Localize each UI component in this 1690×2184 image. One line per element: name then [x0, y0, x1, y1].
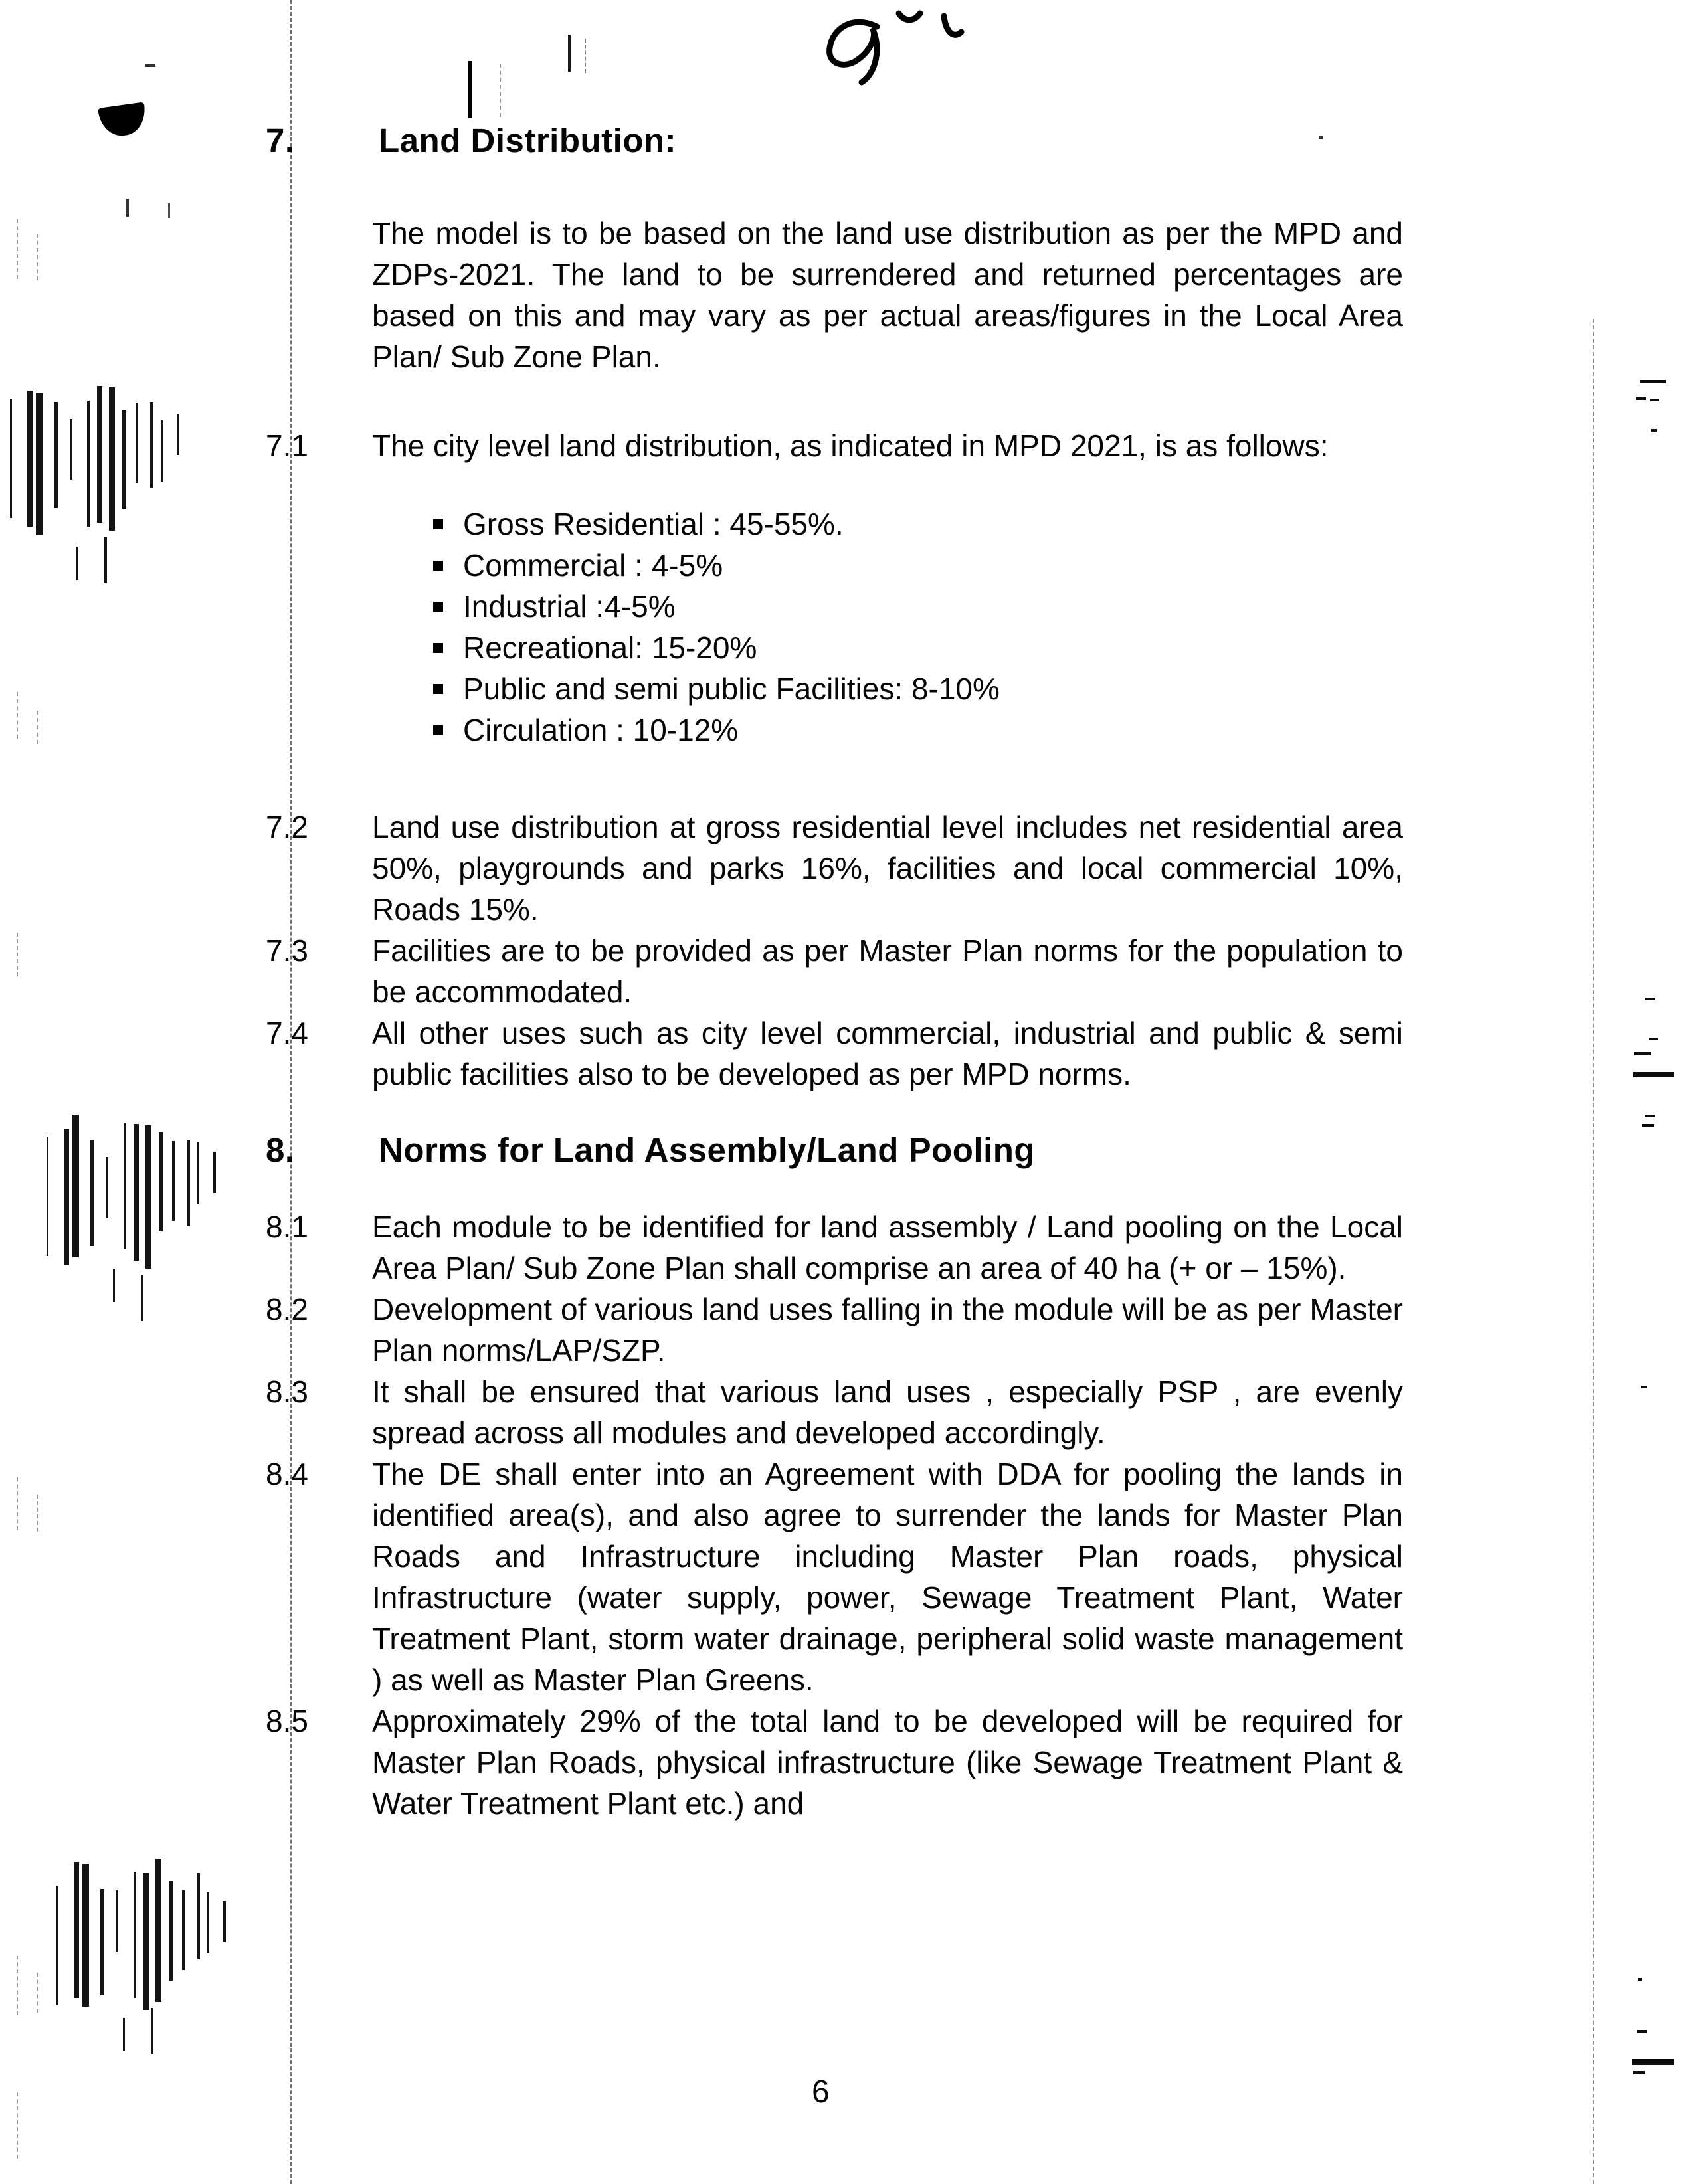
scan-noise-mark	[169, 1881, 173, 1981]
scan-noise-mark	[1632, 2059, 1674, 2065]
list-item-text: Commercial : 4-5%	[463, 548, 723, 583]
section-7-1-text: The city level land distribution, as indicated in MPD 2021, is as follows:	[372, 428, 1329, 463]
list-item	[266, 709, 1403, 751]
section-8-title: Norms for Land Assembly/Land Pooling	[379, 1131, 1036, 1169]
scan-noise-mark	[1649, 1038, 1658, 1040]
scan-noise-mark	[159, 1132, 163, 1231]
scan-noise-mark	[1645, 998, 1655, 1000]
scan-noise-mark	[1636, 397, 1646, 400]
section-8-3	[266, 1371, 1403, 1453]
list-item	[266, 503, 1403, 545]
scan-noise-mark	[109, 387, 115, 531]
scan-noise-mark	[36, 393, 43, 535]
scan-noise-mark	[100, 1889, 104, 1995]
section-7-3-text: Facilities are to be provided as per Master Plan norms for the population to be accommodated.	[372, 933, 1403, 1009]
scan-noise-mark	[74, 1862, 79, 1998]
scan-noise-mark	[97, 386, 102, 523]
fold-line	[17, 1477, 18, 1530]
scan-noise-mark	[10, 399, 12, 518]
scan-noise-mark	[168, 203, 170, 218]
list-item-text: Circulation : 10-12%	[463, 713, 739, 747]
scan-noise-mark	[54, 402, 58, 508]
scan-noise-mark	[1319, 136, 1323, 139]
scan-noise-mark	[1645, 1115, 1655, 1117]
section-7-title: Land Distribution:	[379, 122, 677, 159]
scan-noise-mark	[104, 537, 107, 583]
section-7-4-number: 7.4	[266, 1016, 308, 1050]
scan-noise-mark	[172, 1141, 175, 1221]
section-7-4-text: All other uses such as city level commercial, industrial and public & semi public facilities also to be developed as per MPD norms.	[372, 1016, 1403, 1091]
fold-line	[37, 711, 38, 744]
scan-noise-mark	[143, 1873, 149, 2010]
section-7-heading	[266, 121, 1403, 161]
section-8-4-text: The DE shall enter into an Agreement with DDA for pooling the lands in identified area(s), and also agree to surrender the lands for Master Plan Roads and Infrastructure including Master Plan roads, physical Infrastructure (water supply, power, Sewage Treatment Plant, Water Treatment Plant, storm water drainage, peripheral solid waste management ) as well as Master Plan Greens.	[372, 1457, 1403, 1697]
list-item-text: Gross Residential : 45-55%.	[463, 507, 844, 541]
list-item	[266, 586, 1403, 627]
section-7-1	[266, 425, 1403, 466]
scan-noise-mark	[568, 35, 571, 72]
list-item-text: Public and semi public Facilities: 8-10%	[463, 672, 1000, 706]
scan-noise-mark	[141, 1275, 143, 1321]
scan-noise-mark	[177, 414, 179, 455]
scan-noise-mark	[124, 1123, 126, 1249]
scan-noise-mark	[223, 1901, 226, 1942]
scan-noise-mark	[122, 410, 126, 509]
scan-noise-mark	[70, 419, 72, 480]
scan-noise-mark	[161, 420, 163, 482]
fold-line	[17, 2092, 18, 2159]
list-item	[266, 668, 1403, 709]
list-item-text: Industrial :4-5%	[463, 589, 676, 624]
fold-line	[37, 234, 38, 280]
scan-noise-mark	[1651, 429, 1657, 432]
scan-noise-mark	[1640, 380, 1666, 383]
scan-noise-mark	[1650, 399, 1659, 401]
square-bullet-icon	[433, 725, 443, 735]
scan-noise-mark	[113, 1269, 115, 1302]
scan-noise-mark	[213, 1152, 216, 1193]
scan-noise-mark	[47, 1137, 48, 1256]
fold-line	[17, 219, 18, 279]
section-7-1-number: 7.1	[266, 428, 308, 463]
fold-line	[290, 0, 292, 2184]
scan-noise-mark	[1641, 1386, 1647, 1388]
section-8-2	[266, 1289, 1403, 1371]
fold-line	[37, 1973, 38, 2013]
section-7-2-number: 7.2	[266, 810, 308, 844]
square-bullet-icon	[433, 684, 443, 694]
fold-line	[585, 39, 586, 73]
fold-line	[17, 933, 18, 976]
section-7-number: 7.	[266, 122, 295, 159]
section-8-5-number: 8.5	[266, 1704, 308, 1738]
scan-noise-mark	[187, 1140, 190, 1226]
scan-noise-mark	[182, 1890, 185, 1970]
scan-noise-mark	[207, 1892, 209, 1953]
scan-noise-mark	[134, 1124, 139, 1261]
fold-line	[17, 1956, 18, 2015]
scan-noise-mark	[27, 391, 33, 527]
scan-noise-mark	[1634, 1052, 1651, 1055]
fold-line	[17, 692, 18, 739]
section-7-4	[266, 1012, 1403, 1095]
square-bullet-icon	[433, 643, 443, 653]
section-8-3-number: 8.3	[266, 1374, 308, 1409]
scan-noise-mark	[145, 64, 155, 67]
section-7-2	[266, 806, 1403, 930]
fold-line	[500, 64, 501, 117]
section-7-2-text: Land use distribution at gross residential level includes net residential area 50%, playgrounds and parks 16%, facilities and local commercial 10%, Roads 15%.	[372, 810, 1403, 927]
section-8-2-number: 8.2	[266, 1292, 308, 1326]
scan-noise-mark	[468, 61, 472, 118]
scan-noise-mark	[76, 547, 78, 580]
square-bullet-icon	[433, 561, 443, 571]
scan-noise-mark	[150, 402, 153, 488]
section-7-3	[266, 930, 1403, 1012]
scan-noise-mark	[136, 403, 138, 483]
scan-noise-mark	[90, 1140, 94, 1246]
scan-noise-mark	[1638, 1978, 1642, 1981]
square-bullet-icon	[433, 602, 443, 612]
section-8-1-text: Each module to be identified for land assembly / Land pooling on the Local Area Plan/ Sub Zone Plan shall comprise an area of 40 ha (+ or – 15%).	[372, 1210, 1403, 1285]
scan-noise-mark	[56, 1886, 58, 2005]
section-8-3-text: It shall be ensured that various land uses , especially PSP , are evenly spread across all modules and developed accordingly.	[372, 1374, 1403, 1450]
list-item	[266, 545, 1403, 586]
fold-line	[1593, 319, 1594, 2184]
land-distribution-list	[266, 503, 1403, 751]
intro-paragraph: The model is to be based on the land use distribution as per the MPD and ZDPs-2021. The land to be surrendered and returned percentages are based on this and may vary as per actual areas/figures in the Local Area Plan/ Sub Zone Plan.	[372, 216, 1403, 374]
scan-noise-mark	[116, 1890, 118, 1952]
scan-noise-mark	[1637, 2030, 1647, 2033]
fold-line	[37, 1495, 38, 1532]
scan-blot	[98, 102, 148, 138]
section-8-number: 8.	[266, 1131, 295, 1169]
scan-noise-mark	[82, 1864, 89, 2007]
scan-noise-mark	[1642, 1124, 1654, 1127]
scan-noise-mark	[197, 1142, 199, 1204]
scan-noise-mark	[1633, 1072, 1674, 1077]
section-8-heading	[266, 1131, 1403, 1170]
handwritten-mark	[814, 1, 1000, 94]
scan-noise-mark	[155, 1859, 161, 2002]
section-8-1-number: 8.1	[266, 1210, 308, 1244]
scan-noise-mark	[123, 2018, 125, 2051]
scan-noise-mark	[145, 1125, 151, 1269]
scan-noise-mark	[87, 401, 90, 527]
scan-noise-mark	[151, 2008, 153, 2054]
list-item-text: Recreational: 15-20%	[463, 630, 757, 665]
square-bullet-icon	[433, 519, 443, 529]
list-item	[266, 627, 1403, 668]
scan-noise-mark	[197, 1873, 200, 1959]
section-8-4-number: 8.4	[266, 1457, 308, 1491]
document-content	[266, 121, 1403, 1824]
scan-noise-mark	[1633, 2071, 1645, 2074]
section-8-4	[266, 1453, 1403, 1700]
section-7-3-number: 7.3	[266, 933, 308, 968]
scan-noise-mark	[134, 1872, 136, 1998]
section-8-5-text: Approximately 29% of the total land to be developed will be required for Master Plan Roads, physical infrastructure (like Sewage Treatment Plant & Water Treatment Plant etc.) and	[372, 1704, 1403, 1821]
scan-noise-mark	[72, 1115, 79, 1257]
section-8-5	[266, 1700, 1403, 1824]
section-8-2-text: Development of various land uses falling in the module will be as per Master Plan norms/LAP/SZP.	[372, 1292, 1403, 1368]
scan-noise-mark	[126, 199, 129, 217]
page-number: 6	[812, 2074, 830, 2110]
section-8-1	[266, 1206, 1403, 1289]
scan-noise-mark	[64, 1129, 69, 1265]
scan-noise-mark	[106, 1157, 108, 1218]
